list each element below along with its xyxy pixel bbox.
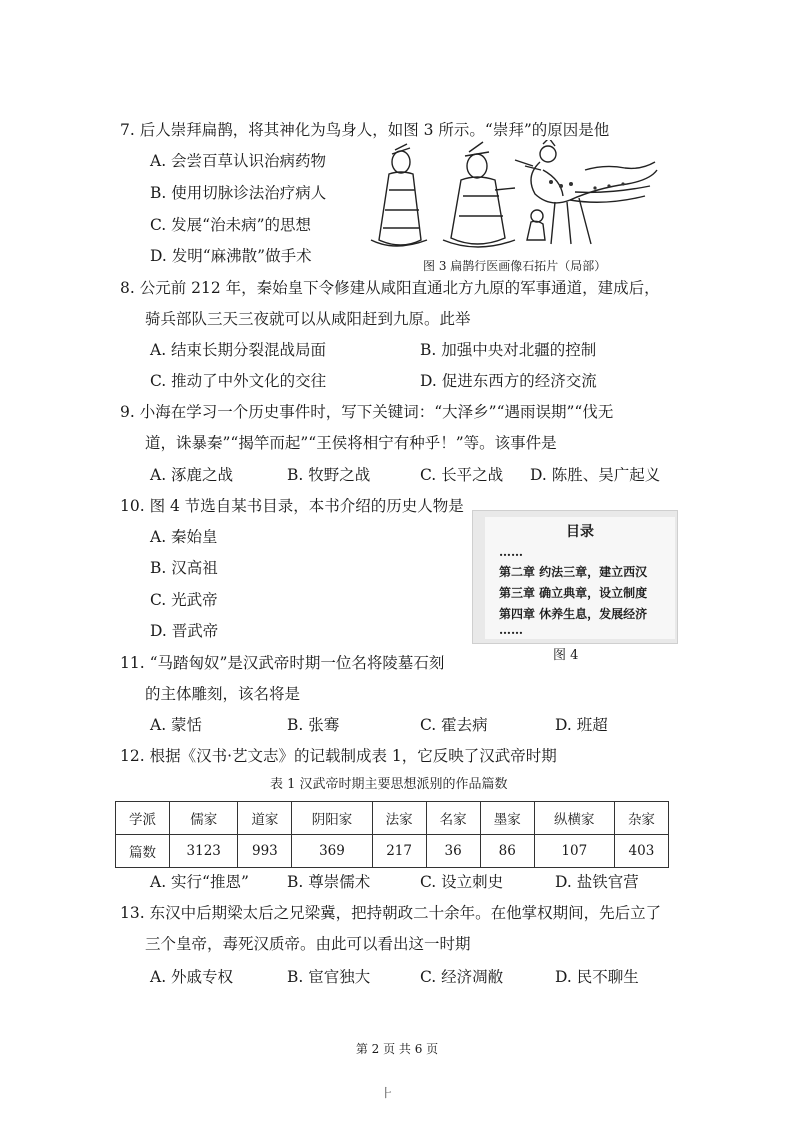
figure-3-caption: 图 3 扁鹊行医画像石拓片（局部） bbox=[423, 259, 607, 273]
table-1 bbox=[115, 801, 669, 868]
question-13-option-c: C. 经济凋敝 bbox=[420, 968, 504, 986]
question-9-option-c: C. 长平之战 bbox=[420, 466, 504, 484]
question-7-option-b: B. 使用切脉诊法治疗病人 bbox=[150, 184, 327, 202]
question-12-option-d: D. 盐铁官营 bbox=[555, 873, 639, 891]
question-10-option-b: B. 汉高祖 bbox=[150, 559, 218, 577]
table-cell: 36 bbox=[426, 835, 480, 868]
page-number-footer: 第 2 页 共 6 页 bbox=[355, 1042, 439, 1056]
question-8-option-b: B. 加强中央对北疆的控制 bbox=[420, 341, 597, 359]
table-cell: 阴阳家 bbox=[292, 802, 372, 835]
question-10-stem: 10. 图 4 节选自某书目录，本书介绍的历史人物是 bbox=[120, 497, 464, 515]
table-cell: 杂家 bbox=[614, 802, 668, 835]
table-cell: 369 bbox=[292, 835, 372, 868]
question-12-option-b: B. 尊崇儒术 bbox=[287, 873, 371, 891]
question-12-option-a: A. 实行“推恩” bbox=[150, 873, 249, 891]
toc-line: 第二章 约法三章，建立西汉 bbox=[499, 565, 648, 579]
table-cell: 217 bbox=[372, 835, 426, 868]
table-cell: 儒家 bbox=[170, 802, 238, 835]
question-13-option-a: A. 外戚专权 bbox=[150, 968, 234, 986]
question-11-stem-line-2: 的主体雕刻，该名将是 bbox=[145, 685, 301, 703]
table-cell: 86 bbox=[480, 835, 534, 868]
question-11-option-a: A. 蒙恬 bbox=[150, 716, 203, 734]
question-7-option-a: A. 会尝百草认识治病药物 bbox=[150, 152, 327, 170]
table-cell: 107 bbox=[534, 835, 614, 868]
question-8-option-d: D. 促进东西方的经济交流 bbox=[420, 372, 597, 390]
bottom-mark: ⺊ bbox=[381, 1086, 394, 1100]
table-cell: 学派 bbox=[116, 802, 170, 835]
toc-line: …… bbox=[499, 623, 523, 637]
question-7-option-d: D. 发明“麻沸散”做手术 bbox=[150, 247, 312, 265]
table-cell: 纵横家 bbox=[534, 802, 614, 835]
question-8-stem-line-2: 骑兵部队三天三夜就可以从咸阳赶到九原。此举 bbox=[145, 310, 471, 328]
question-7-stem: 7. 后人崇拜扁鹊，将其神化为鸟身人，如图 3 所示。“崇拜”的原因是他 bbox=[120, 121, 610, 139]
question-11-stem-line-1: 11. “马踏匈奴”是汉武帝时期一位名将陵墓石刻 bbox=[120, 654, 445, 672]
table-row bbox=[116, 835, 669, 868]
table-header-row bbox=[116, 802, 669, 835]
question-9-stem-line-1: 9. 小海在学习一个历史事件时，写下关键词：“大泽乡”“遇雨误期”“伐无 bbox=[120, 403, 614, 421]
toc-title: 目录 bbox=[566, 524, 594, 540]
table-cell: 名家 bbox=[426, 802, 480, 835]
toc-line: 第三章 确立典章，设立制度 bbox=[499, 586, 648, 600]
table-cell: 993 bbox=[238, 835, 292, 868]
question-10-option-a: A. 秦始皇 bbox=[150, 528, 218, 546]
question-9-option-a: A. 涿鹿之战 bbox=[150, 466, 234, 484]
table-cell: 道家 bbox=[238, 802, 292, 835]
toc-line: 第四章 休养生息，发展经济 bbox=[499, 607, 648, 621]
question-12-option-c: C. 设立刺史 bbox=[420, 873, 504, 891]
question-12-stem: 12. 根据《汉书·艺文志》的记载制成表 1，它反映了汉武帝时期 bbox=[120, 747, 557, 765]
question-9-option-b: B. 牧野之战 bbox=[287, 466, 371, 484]
question-8-stem-line-1: 8. 公元前 212 年，秦始皇下令修建从咸阳直通北方九原的军事通道，建成后， bbox=[120, 279, 660, 297]
table-cell: 403 bbox=[614, 835, 668, 868]
question-9-option-d: D. 陈胜、吴广起义 bbox=[530, 466, 661, 484]
table-1-caption: 表 1 汉武帝时期主要思想派别的作品篇数 bbox=[270, 777, 508, 792]
question-9-stem-line-2: 道，诛暴秦”“揭竿而起”“王侯将相宁有种乎！”等。该事件是 bbox=[145, 434, 557, 452]
table-cell: 法家 bbox=[372, 802, 426, 835]
question-11-option-d: D. 班超 bbox=[555, 716, 608, 734]
book-toc-figure bbox=[472, 510, 678, 644]
question-13-option-d: D. 民不聊生 bbox=[555, 968, 639, 986]
table-cell: 3123 bbox=[170, 835, 238, 868]
table-cell: 篇数 bbox=[116, 835, 170, 868]
question-13-stem-line-1: 13. 东汉中后期梁太后之兄梁冀，把持朝政二十余年。在他掌权期间，先后立了 bbox=[120, 904, 662, 922]
question-13-stem-line-2: 三个皇帝，毒死汉质帝。由此可以看出这一时期 bbox=[145, 935, 471, 953]
question-10-option-d: D. 晋武帝 bbox=[150, 622, 219, 640]
toc-line: …… bbox=[499, 545, 523, 559]
question-8-option-a: A. 结束长期分裂混战局面 bbox=[150, 341, 327, 359]
figure-4-caption: 图 4 bbox=[553, 648, 579, 663]
question-11-option-b: B. 张骞 bbox=[287, 716, 340, 734]
toc-panel bbox=[485, 517, 675, 639]
question-11-option-c: C. 霍去病 bbox=[420, 716, 488, 734]
question-13-option-b: B. 宦官独大 bbox=[287, 968, 371, 986]
table-cell: 墨家 bbox=[480, 802, 534, 835]
question-10-option-c: C. 光武帝 bbox=[150, 591, 218, 609]
bianque-relief-rubbing-figure bbox=[365, 140, 660, 258]
question-7-option-c: C. 发展“治未病”的思想 bbox=[150, 216, 312, 234]
question-8-option-c: C. 推动了中外文化的交往 bbox=[150, 372, 327, 390]
